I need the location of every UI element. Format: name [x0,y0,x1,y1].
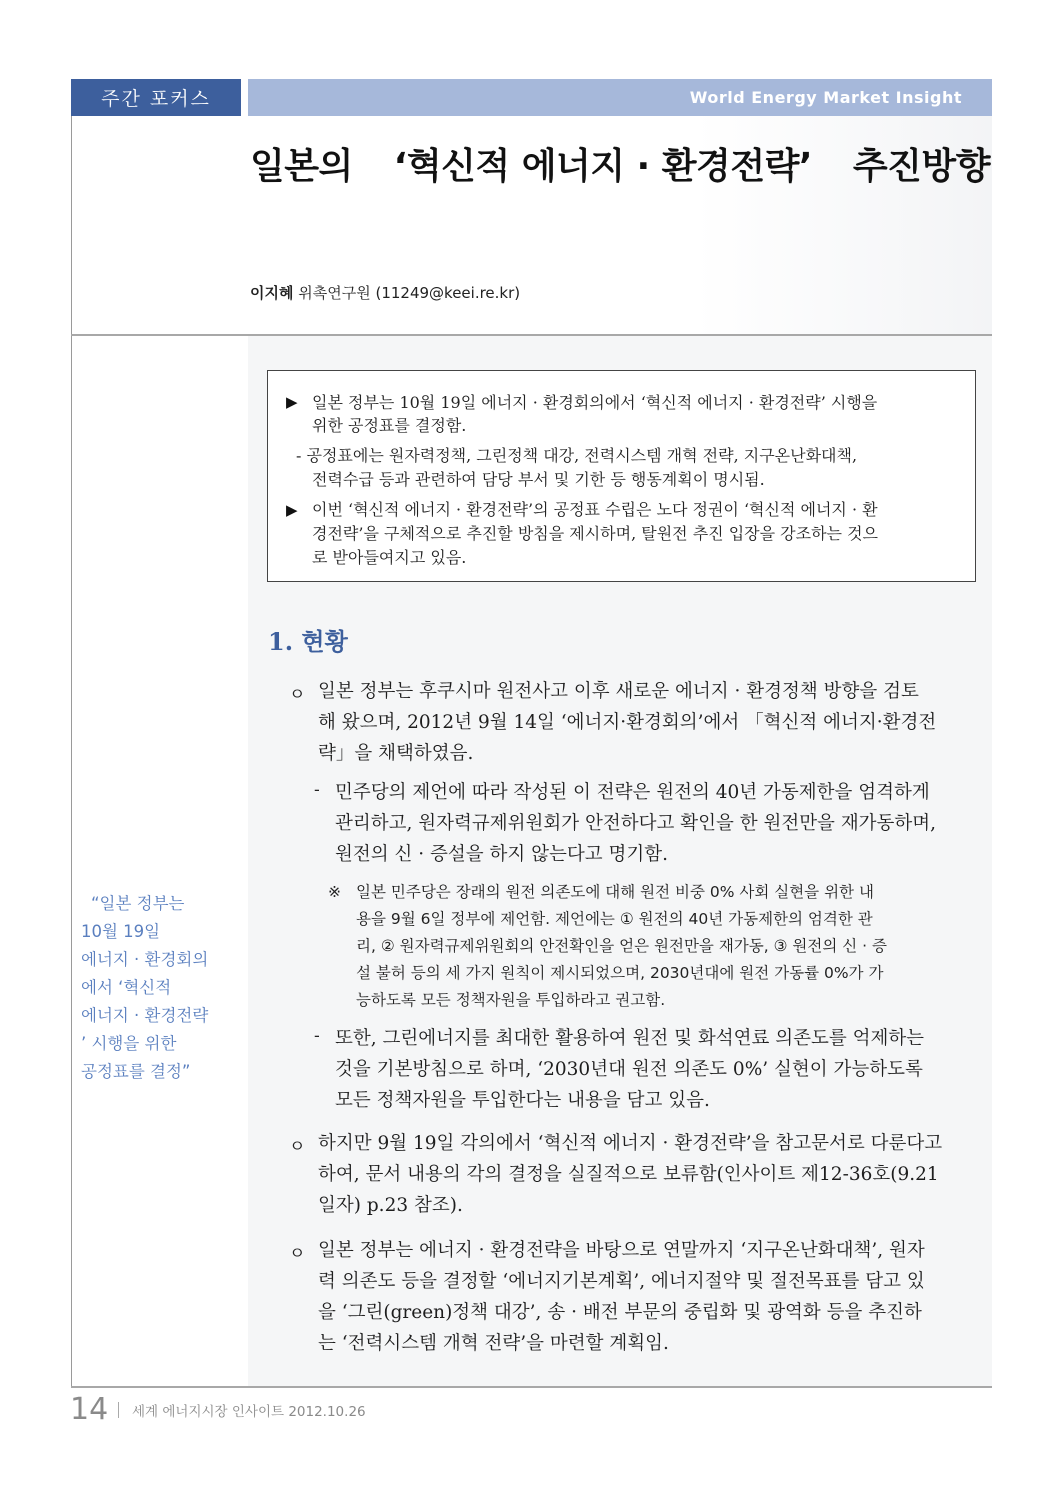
paragraph-line: 모든 정책자원을 투입한다는 내용을 담고 있음. [335,1090,710,1111]
title-part-1: 일본의 [250,146,353,187]
author-line [250,282,520,303]
publication-brand-bar [248,79,992,116]
page-title [250,138,990,188]
pull-quote-line: 공정표를 결정” [81,1062,191,1081]
summary-line: 전력수급 등과 관련하여 담당 부서 및 기한 등 행동계획이 명시됨. [312,470,765,489]
pull-quote-line: 에서 ‘혁신적 [81,978,172,997]
summary-line: - 공정표에는 원자력정책, 그린정책 대강, 전력시스템 개혁 전략, 지구온난화대책, [296,446,858,465]
dash-marker: - [314,780,320,800]
paragraph-line: 일본 정부는 후쿠시마 원전사고 이후 새로운 에너지 · 환경정책 방향을 검토 [318,681,919,702]
paragraph-line: 력 의존도 등을 결정할 ‘에너지기본계획’, 에너지절약 및 절전목표를 담고 있 [318,1271,925,1292]
paragraph-line: 략」을 채택하였음. [318,743,474,764]
page-number: 14 [70,1392,109,1427]
footer-separator [118,1402,119,1418]
paragraph-line: 관리하고, 원자력규제위원회가 안전하다고 확인을 한 원전만을 재가동하며, [335,813,937,834]
note-line: 설 불허 등의 세 가지 원칙이 제시되었으며, 2030년대에 원전 가동률 0%가 가 [356,964,884,982]
paragraph-line: 는 ‘전력시스템 개혁 전략’을 마련할 계획임. [318,1333,669,1354]
paragraph-line: 원전의 신 · 증설을 하지 않는다고 명기함. [335,844,668,865]
author-name: 이지혜 [250,284,294,302]
title-part-2: ‘혁신적 에너지 · 환경전략’ [393,146,813,187]
dash-marker: - [314,1026,320,1046]
pull-quote [81,890,231,1086]
left-rule-bottom [71,336,72,1388]
author-role: 위촉연구원 (11249@keei.re.kr) [298,284,521,302]
footer-publication: 세계 에너지시장 인사이트 2012.10.26 [132,1404,366,1420]
triangle-bullet-icon: ▶ [286,393,298,411]
triangle-bullet-icon: ▶ [286,501,298,519]
circle-marker: ㅇ [289,1244,306,1264]
summary-line: 일본 정부는 10월 19일 에너지 · 환경회의에서 ‘혁신적 에너지 · 환경전략’ 시행을 [312,393,878,412]
paragraph-line: 하지만 9월 19일 각의에서 ‘혁신적 에너지 · 환경전략’을 참고문서로 다룬다고 [318,1133,943,1154]
circle-marker: ㅇ [289,685,306,705]
left-rule-top [71,116,72,336]
paragraph-line: 민주당의 제언에 따라 작성된 이 전략은 원전의 40년 가동제한을 엄격하게 [335,782,930,803]
divider-under-title [71,334,992,336]
summary-box [267,370,976,582]
divider-bottom [71,1386,992,1388]
paragraph-line: 하여, 문서 내용의 각의 결정을 실질적으로 보류함(인사이트 제12-36호(9.21 [318,1164,939,1185]
note-line: 용을 9월 6일 정부에 제언함. 제언에는 ① 원전의 40년 가동제한의 엄격한 관 [356,910,873,928]
pull-quote-line: 에너지 · 환경회의 [81,950,209,969]
paragraph-line: 또한, 그린에너지를 최대한 활용하여 원전 및 화석연료 의존도를 억제하는 [335,1028,925,1049]
paragraph-line: 일자) p.23 참조). [318,1195,463,1216]
paragraph-line: 일본 정부는 에너지 · 환경전략을 바탕으로 연말까지 ‘지구온난화대책’, 원자 [318,1240,925,1261]
circle-marker: ㅇ [289,1137,306,1157]
paragraph-line: 을 ‘그린(green)정책 대강’, 송 · 배전 부문의 중립화 및 광역화 등을 추진하 [318,1302,922,1323]
note-line: 일본 민주당은 장래의 원전 의존도에 대해 원전 비중 0% 사회 실현을 위한 내 [356,883,874,901]
summary-line: 위한 공정표를 결정함. [312,416,467,435]
pull-quote-line: “일본 정부는 [91,894,185,913]
pull-quote-line: ’ 시행을 위한 [81,1034,177,1053]
section-heading: 1. 현황 [268,627,348,656]
note-marker: ※ [328,883,341,901]
note-line: 능하도록 모든 정책자원을 투입하라고 권고함. [356,991,666,1009]
pull-quote-line: 에너지 · 환경전략 [81,1006,209,1025]
summary-line: 경전략’을 구체적으로 추진할 방침을 제시하며, 탈원전 추진 입장을 강조하는 것으 [312,524,878,543]
note-line: 리, ② 원자력규제위원회의 안전확인을 얻은 원전만을 재가동, ③ 원전의 신 · 증 [356,937,887,955]
title-part-3: 추진방향 [852,146,990,187]
summary-line: 로 받아들여지고 있음. [312,548,467,567]
brand-label: World Energy Market Insight [689,88,962,107]
section-tag: 주간 포커스 [71,79,241,116]
paragraph-line: 해 왔으며, 2012년 9월 14일 ‘에너지·환경회의’에서 「혁신적 에너지·환경전 [318,712,937,733]
pull-quote-line: 10월 19일 [81,922,161,941]
summary-line: 이번 ‘혁신적 에너지 · 환경전략’의 공정표 수립은 노다 정권이 ‘혁신적 에너지 · 환 [312,500,878,519]
paragraph-line: 것을 기본방침으로 하며, ‘2030년대 원전 의존도 0%’ 실현이 가능하도록 [335,1059,923,1080]
